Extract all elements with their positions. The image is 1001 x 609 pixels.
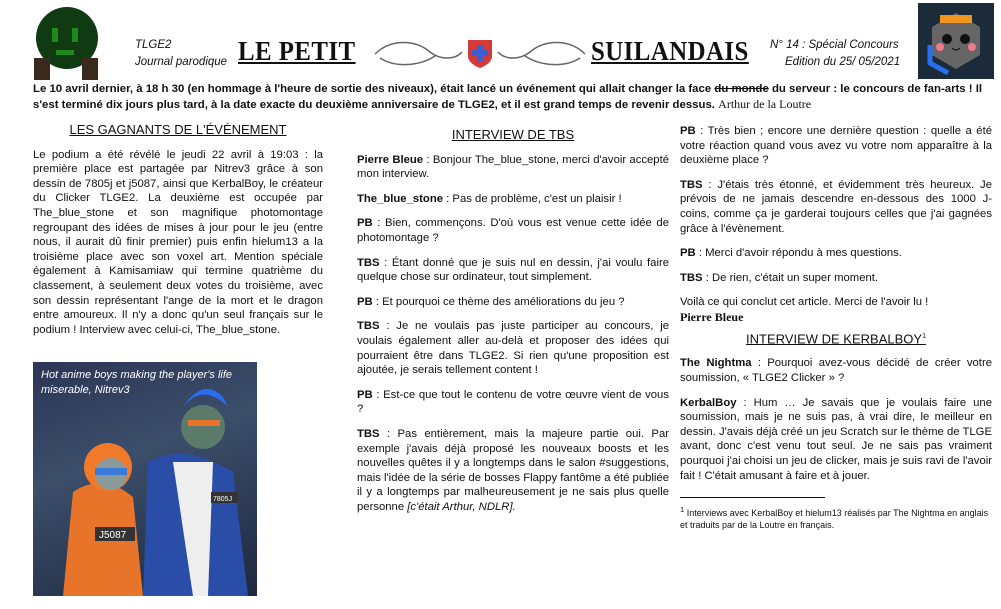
badge-7805j: 7805J: [213, 496, 233, 503]
column-interview-end: [680, 124, 992, 531]
footnote-divider: [680, 497, 825, 498]
mascot-logo-right: [918, 3, 994, 79]
dialogue-line: TBS : J'étais très étonné, et évidemment très heureux. Je prévois de ne jamais descendre en-dessous des 1000 J-coins, comme ça je garderai toujours celles que j'ai gagnées grâce à l'évènement.: [680, 178, 992, 235]
tlge2-logo-left: [32, 6, 102, 82]
dialogue-line: PB : Est-ce que tout le contenu de votre œuvre vient de vous ?: [357, 388, 669, 416]
dialogue-line: KerbalBoy : Hum … Je savais que je voulais faire une soumission, mais je ne suis pas, à vrai dire, le meilleur en dessin. J'avais déjà créé un jeu Scratch sur le thème de TLGE avant, donc c'est venu tout seul. Je ne sais pas vraiment pourquoi j'ai choisi un jeu de clicker, mais je suis ravi de l'avoir fait ! C'était amusant à faire et à jouer.: [680, 396, 992, 482]
dialogue-line: PB : Bien, commençons. D'où vous est venue cette idée de photomontage ?: [357, 217, 669, 244]
strikethrough-text: du monde: [714, 83, 769, 95]
tbs-heading: INTERVIEW DE TBS: [451, 127, 575, 142]
column-winners: [33, 123, 323, 347]
dialogue-line: TBS : Pas entièrement, mais la majeure partie oui. Par exemple j'avais déjà proposé les nouveaux boosts et les nouvelles quêtes il y a longtemps dans le salon #suggestions, mais l'idée de la série de bosses Flappy fantôme a été publiée il y a longtemps par malheureusement je ne sais plus quelle personne [c'était Arthur, NDLR].: [357, 427, 669, 513]
badge-j5087: J5087: [99, 530, 127, 541]
dialogue-line: TBS : De rien, c'était un super moment.: [680, 271, 879, 284]
editor-note: [c'était Arthur, NDLR].: [407, 500, 516, 513]
footnote-ref[interactable]: 1: [922, 332, 926, 340]
dialogue-line: TBS : Étant donné que je suis nul en dessin, j'ai voulu faire quelque chose sur ordinateur, tout simplement.: [357, 256, 669, 284]
issue-number: N° 14 : Spécial Concours: [770, 39, 899, 51]
edition-date: Edition du 25/ 05/2021: [785, 56, 901, 68]
intro-author: Arthur de la Loutre: [718, 96, 812, 111]
dialogue-line: TBS : Je ne voulais pas juste participer au concours, je voulais également aller au-delà et proposer des idées qui pourraient être dans TLGE2. Si rien qu'une proposition est ajoutée, je serais tellement content !: [357, 320, 669, 377]
kerbalboy-heading: INTERVIEW DE KERBALBOY$^1$: [746, 330, 926, 346]
dialogue-line: The_blue_stone : Pas de problème, c'est un plaisir !: [357, 192, 622, 205]
signature: Pierre Bleue: [680, 309, 744, 324]
ornament-shield-icon: [370, 34, 590, 75]
dialogue-line: The Nightma : Pourquoi avez-vous décidé de créer votre soumission, « TLGE2 Clicker » ?: [680, 357, 992, 385]
dialogue-line: PB : Merci d'avoir répondu à mes questions.: [680, 247, 902, 260]
masthead-left: LE PETIT: [238, 36, 356, 66]
masthead-right: SUILANDAIS: [591, 36, 749, 66]
brand-label: TLGE2: [135, 39, 172, 51]
column-interview-tbs: [357, 128, 669, 524]
winners-heading: LES GAGNANTS DE L'ÉVÉNEMENT: [69, 122, 287, 137]
dialogue-line: PB : Et pourquoi ce thème des améliorations du jeu ?: [357, 295, 625, 308]
intro-paragraph: Le 10 avril dernier, à 18 h 30 (en hommage à l'heure de sortie des niveaux), était lancé un événement qui allait changer la face du monde du serveur : le concours de fan-arts ! Il s'est terminé dix jours plus tard, à la date exacte du deuxième anniversaire de TLGE2, et il est grand temps de revenir dessus. Arthur de la Loutre: [33, 83, 983, 111]
journal-type: Journal parodique: [135, 56, 228, 68]
dialogue-line: PB : Très bien ; encore une dernière question : quelle a été votre réaction quand vous avez vu votre nom apparaître à la deuxième place ?: [680, 125, 992, 167]
footnote: $^1$ Interviews avec KerbalBoy et hielum13 réalisés par The Nightma en anglais et traduits par de la Loutre en français.: [680, 505, 989, 531]
dialogue-line: Pierre Bleue : Bonjour The_blue_stone, merci d'avoir accepté mon interview.: [357, 153, 669, 181]
closing-text: Voilà ce qui conclut cet article. Merci de l'avoir lu ! Pierre Bleue: [680, 296, 929, 324]
winners-body: Le podium a été révélé le jeudi 22 avril à 19:03 : la première place est partagée par Nitrev3 grâce à son dessin de 7805j et j5087, ainsi que KerbalBoy, le créateur du Clicker TLGE2. La deuxième est occupée par The_blue_stone et son magnifique photomontage regroupant des idées de mises à jour pour le jeu (entre nous, il aurait dû finir premier) puis enfin hielum13 a la troisième place avec son voxel art. Mention spéciale également à Kamisamiaw qui termine quatrième du classement, à seulement deux votes du troisième, avec son dessin représentant l'ange de la mort et le dragon entre amoureux. Il n'y a donc qu'un seul français sur le podium ! Interview avec celui-ci, The_blue_stone.: [33, 148, 323, 336]
fanart-image: [33, 362, 257, 596]
image-caption: Hot anime boys making the player's life miserable, Nitrev3: [41, 369, 233, 396]
